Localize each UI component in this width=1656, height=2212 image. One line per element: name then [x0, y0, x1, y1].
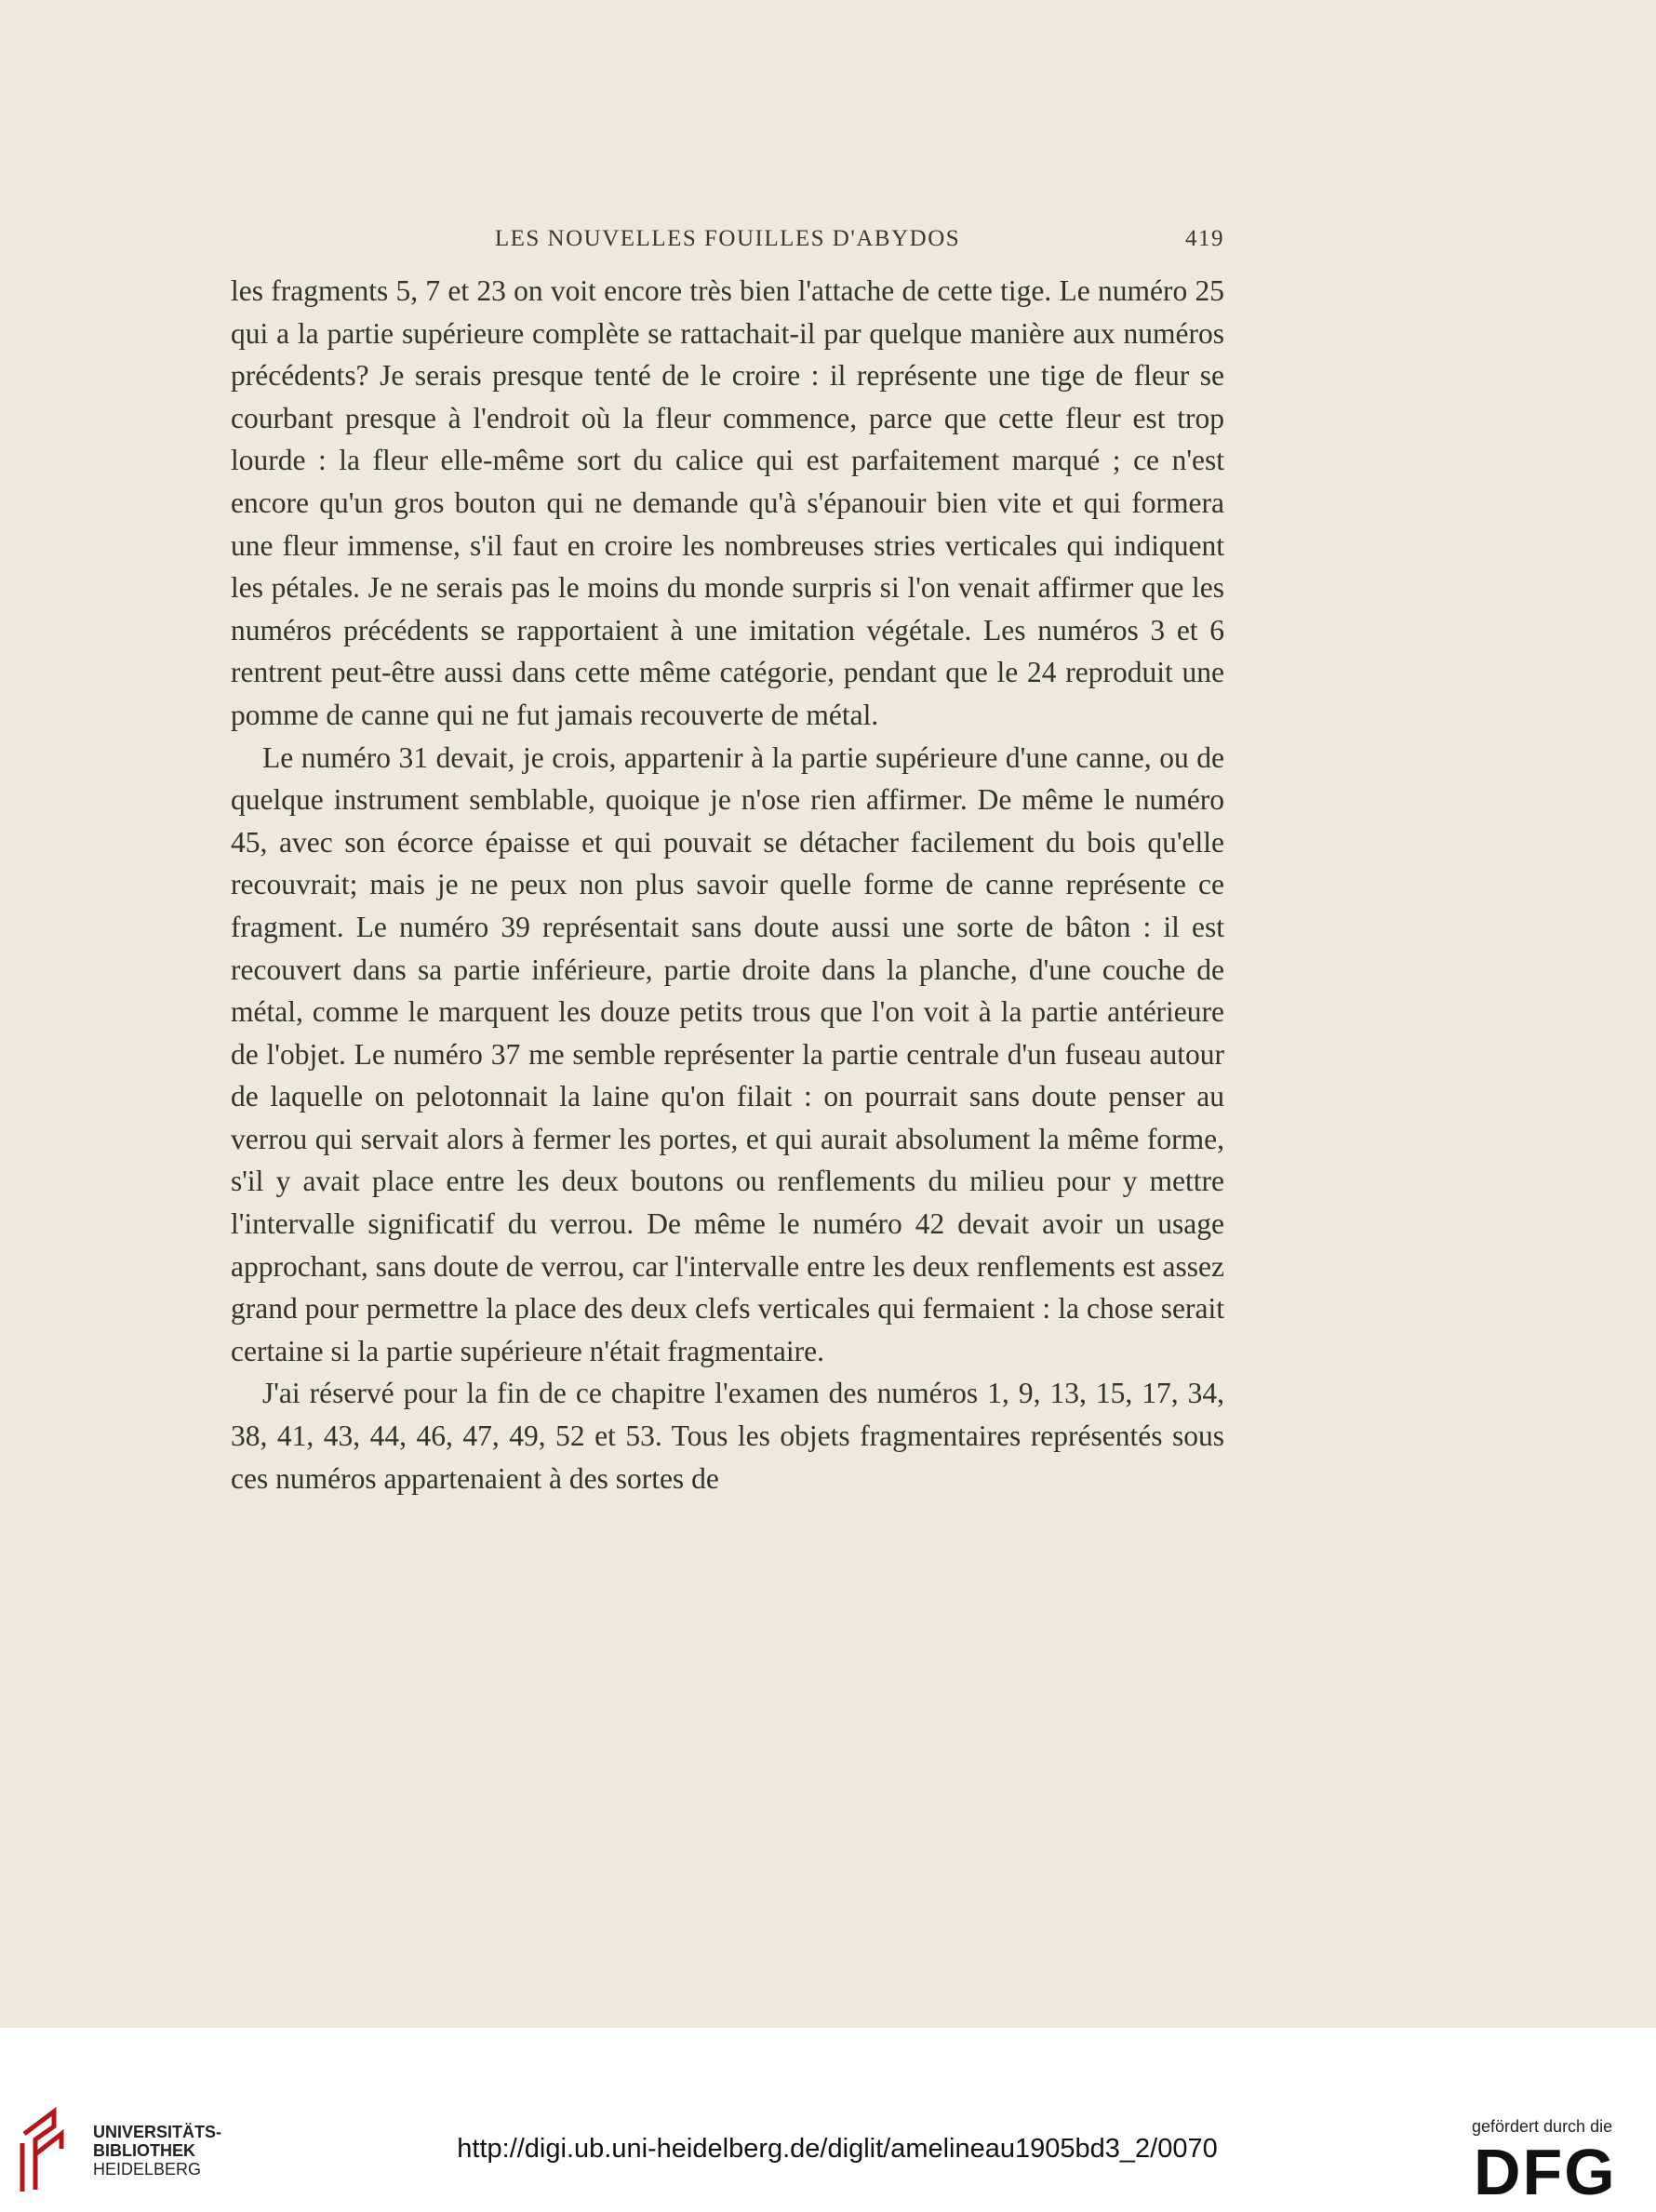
paragraph-2: Le numéro 31 devait, je crois, appartenir à la partie supérieure d'une canne, ou de quelque instrument semblable, quoique je n'ose rien affirmer. De même le numéro 45, avec son écorce épaisse et qui pouvait se détacher facilement du bois qu'elle recouvrait; mais je ne peux non plus savoir quelle forme de canne représente ce fragment. Le numéro 39 représentait sans doute aussi une sorte de bâton : il est recouvert dans sa partie inférieure, partie droite dans la planche, d'une couche de métal, comme le marquent les douze petits trous que l'on voit à la partie antérieure de l'objet. Le numéro 37 me semble représenter la partie centrale d'un fuseau autour de laquelle on pelotonnait la laine qu'on filait : on pourrait sans doute penser au verrou qui servait alors à fermer les portes, et qui aurait absolument la même forme, s'il y avait place entre les deux boutons ou renflements du milieu pour y mettre l'intervalle significatif du verrou. De même le numéro 42 devait avoir un usage approchant, sans doute de verrou, car l'intervalle entre les deux renflements est assez grand pour permettre la place des deux clefs verticales qui fermaient : la chose serait certaine si la partie supérieure n'était fragmentaire. — [231, 740, 1224, 1367]
library-name-line-3: HEIDELBERG — [93, 2160, 202, 2179]
paragraph-3: J'ai réservé pour la fin de ce chapitre l'examen des numéros 1, 9, 13, 15, 17, 34, 38, 41, 43, 44, 46, 47, 49, 52 et 53. Tous les objets fragmentaires représentés sous ces numéros appartenaient à des sortes de — [231, 1377, 1224, 1495]
library-name-line-2: BIBLIOTHEK — [93, 2141, 195, 2160]
library-name-line-1: UNIVERSITÄTS- — [93, 2123, 222, 2141]
funder-label: gefördert durch die — [1472, 2117, 1613, 2136]
university-library-logo-icon — [17, 2106, 76, 2195]
library-name — [93, 2123, 221, 2179]
permalink-url[interactable]: http://digi.ub.uni-heidelberg.de/diglit/amelineau1905bd3_2/0070 — [457, 2134, 1218, 2164]
body-text — [231, 270, 1224, 1499]
running-head — [231, 226, 1224, 260]
page-number: 419 — [1185, 226, 1224, 251]
paragraph-1: les fragments 5, 7 et 23 on voit encore très bien l'attache de cette tige. Le numéro 25 qui a la partie supérieure complète se rattachait-il par quelque manière aux numéros précédents? Je serais presque tenté de le croire : il représente une tige de fleur se courbant presque à l'endroit où la fleur commence, parce que cette fleur est trop lourde : la fleur elle-même sort du calice qui est parfaitement marqué ; ce n'est encore qu'un gros bouton qui ne demande qu'à s'épanouir bien vite et qui formera une fleur immense, s'il faut en croire les nombreuses stries verticales qui indiquent les pétales. Je ne serais pas le moins du monde surpris si l'on venait affirmer que les numéros précédents se rapportaient à une imitation végétale. Les numéros 3 et 6 rentrent peut-être aussi dans cette même catégorie, pendant que le 24 reproduit une pomme de canne qui ne fut jamais recouverte de métal. — [231, 274, 1224, 731]
dfg-logo: DFG — [1474, 2136, 1617, 2208]
digitization-footer — [0, 2028, 1656, 2212]
running-head-title: LES NOUVELLES FOUILLES D'ABYDOS — [494, 226, 961, 251]
